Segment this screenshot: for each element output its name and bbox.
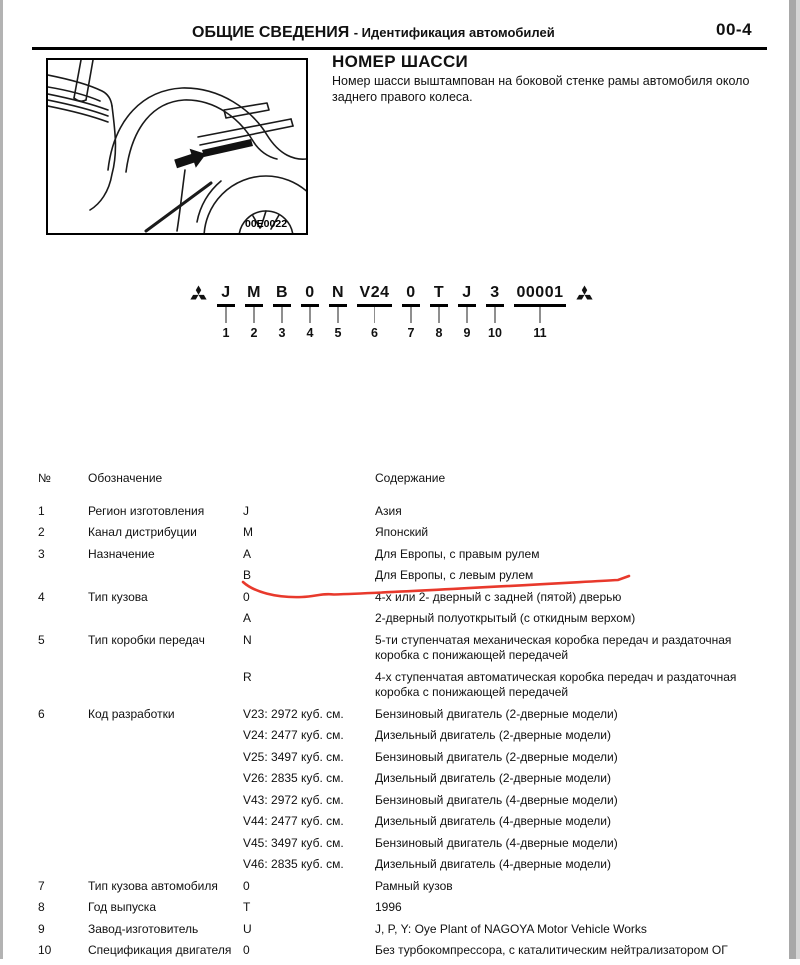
row-entries (243, 943, 773, 965)
vin-position-number: 10 (488, 325, 502, 340)
row-designation: Год выпуска (88, 900, 156, 914)
row-number: 9 (38, 921, 45, 936)
figure-caption: 00E0022 (245, 218, 288, 230)
vin-position-number: 5 (334, 325, 342, 340)
vin-character: V24 (359, 284, 390, 301)
entry-content: 4-х ступенчатая автоматическая коробка передач и раздаточная коробка с понижающей передачей (375, 669, 737, 699)
vin-segment (514, 284, 566, 340)
vin-segment (430, 284, 448, 340)
vin-character: B (275, 284, 289, 301)
section-title: НОМЕР ШАССИ (332, 52, 469, 71)
vin-position-number: 4 (306, 325, 314, 340)
vin-position-number: 11 (533, 325, 547, 340)
entry-code: 0 (243, 943, 250, 957)
vin-character: J (221, 284, 231, 301)
entry-content: Азия (375, 503, 402, 518)
entry-content: Бензиновый двигатель (2-дверные модели) (375, 706, 618, 721)
table-row (38, 922, 773, 944)
header-designation: Обозначение (88, 471, 163, 485)
entry-code: A (243, 546, 252, 561)
entry-content: J, P, Y: Oye Plant of NAGOYA Motor Vehicle Works (375, 921, 647, 936)
page-left-edge (0, 0, 3, 959)
entry-code: M (243, 525, 253, 539)
row-designation: Тип кузова автомобиля (88, 878, 218, 893)
entry-code: J (243, 503, 249, 518)
row-entries (243, 590, 773, 633)
row-entry (243, 525, 773, 541)
row-entry (243, 879, 773, 895)
row-number: 5 (38, 632, 45, 647)
row-entry (243, 836, 773, 852)
section-body-text: Номер шасси выштампован на боковой стенке рамы автомобиля около заднего правого колеса. (332, 74, 750, 104)
row-entry (243, 750, 773, 766)
row-entries (243, 900, 773, 922)
row-entry (243, 943, 773, 959)
entry-code: V46: 2835 куб. см. (243, 857, 344, 871)
chassis-location-figure (46, 58, 308, 235)
row-entry (243, 670, 773, 701)
entry-content: Для Европы, с правым рулем (375, 546, 540, 561)
header-rule (32, 47, 767, 50)
entry-code: 0 (243, 878, 250, 893)
table-row (38, 525, 773, 547)
page-number: 00-4 (716, 20, 753, 39)
vin-position-number: 7 (407, 325, 415, 340)
entry-content: 1996 (375, 900, 402, 914)
row-entries (243, 922, 773, 944)
row-entry-highlighted (243, 568, 773, 584)
row-entry (243, 504, 773, 520)
vin-segment (301, 284, 319, 340)
entry-content: Без турбокомпрессора, с каталитическим нейтрализатором ОГ (375, 943, 728, 957)
row-number: 10 (38, 943, 52, 957)
vin-tick (410, 307, 412, 323)
entry-code: V43: 2972 куб. см. (243, 792, 344, 807)
row-entry (243, 900, 773, 916)
entry-code: V45: 3497 куб. см. (243, 835, 344, 850)
row-designation: Спецификация двигателя (88, 943, 232, 957)
entry-code: 0 (243, 589, 250, 604)
vin-segment (217, 284, 235, 340)
entry-code: R (243, 669, 252, 684)
entry-code: V24: 2477 куб. см. (243, 728, 344, 742)
mitsubishi-logo-icon (576, 285, 593, 300)
vin-character: T (433, 284, 445, 301)
row-entries (243, 525, 773, 547)
entry-code: N (243, 632, 252, 647)
header-num: № (38, 471, 51, 485)
table-row (38, 590, 773, 633)
entry-content: Бензиновый двигатель (4-дверные модели) (375, 835, 618, 850)
entry-content: Дизельный двигатель (2-дверные модели) (375, 728, 611, 742)
vin-segment (245, 284, 263, 340)
entry-content: Бензиновый двигатель (4-дверные модели) (375, 792, 618, 807)
entry-content: 2-дверный полуоткрытый (с откидным верхом) (375, 611, 636, 625)
vin-character: M (247, 284, 261, 301)
vin-position-number: 6 (371, 325, 378, 340)
page-right-edge-light (796, 0, 800, 959)
vin-character: N (331, 284, 345, 301)
entry-content: 4-х или 2- дверный с задней (пятой) дверью (375, 589, 622, 604)
entry-content: Дизельный двигатель (2-дверные модели) (375, 771, 611, 785)
row-number: 8 (38, 900, 45, 914)
vin-segment (458, 284, 476, 340)
entry-content: Японский (375, 525, 429, 539)
row-entry (243, 633, 773, 664)
row-number: 4 (38, 589, 45, 604)
vin-character: 0 (406, 284, 416, 301)
stamp-location-bar (202, 139, 253, 157)
row-entry (243, 793, 773, 809)
vin-position-number: 2 (250, 325, 258, 340)
row-designation: Тип коробки передач (88, 632, 205, 647)
entry-content: Бензиновый двигатель (2-дверные модели) (375, 749, 618, 764)
vin-tick (438, 307, 440, 323)
vin-tick (539, 307, 541, 323)
vin-character: J (462, 284, 472, 301)
entry-content: Для Европы, с левым рулем (375, 568, 534, 582)
chassis-number-diagram (190, 284, 593, 340)
row-entry (243, 857, 773, 873)
vin-tick (225, 307, 227, 323)
table-row (38, 504, 773, 526)
table-row (38, 879, 773, 901)
row-designation: Назначение (88, 546, 155, 561)
row-entry (243, 547, 773, 563)
vin-tick (466, 307, 468, 323)
table-row (38, 547, 773, 590)
row-number: 3 (38, 546, 45, 561)
vin-segment (329, 284, 347, 340)
vin-segment (273, 284, 291, 340)
vin-character: 3 (490, 284, 500, 301)
mitsubishi-logo-icon (190, 285, 207, 300)
row-designation: Код разработки (88, 706, 175, 721)
vin-position-number: 3 (278, 325, 286, 340)
header-content: Содержание (375, 471, 446, 485)
row-entries (243, 504, 773, 526)
entry-code: A (243, 611, 252, 625)
entry-content: 5-ти ступенчатая механическая коробка передач и раздаточная коробка с понижающей передачей (375, 632, 732, 662)
vehicle-line-drawing (48, 60, 306, 233)
table-row (38, 900, 773, 922)
row-entry (243, 771, 773, 787)
vin-segment (486, 284, 504, 340)
vin-segment (402, 284, 420, 340)
vin-tick (253, 307, 255, 323)
header-section-title: ОБЩИЕ СВЕДЕНИЯ (192, 24, 350, 41)
row-entry (243, 590, 773, 606)
row-number: 6 (38, 706, 45, 721)
page-right-edge (789, 0, 796, 959)
vin-position-number: 8 (435, 325, 443, 340)
entry-code: V23: 2972 куб. см. (243, 706, 344, 721)
table-row (38, 633, 773, 707)
vin-tick (374, 307, 376, 323)
row-entry (243, 611, 773, 627)
row-number: 1 (38, 503, 45, 518)
vin-tick (337, 307, 339, 323)
entry-code: T (243, 900, 251, 914)
row-entry (243, 707, 773, 723)
entry-content: Рамный кузов (375, 878, 453, 893)
entry-content: Дизельный двигатель (4-дверные модели) (375, 814, 611, 828)
row-entries (243, 547, 773, 590)
vin-tick (309, 307, 311, 323)
table-row (38, 943, 773, 965)
entry-code: B (243, 568, 252, 582)
row-entries (243, 633, 773, 707)
entry-code: V44: 2477 куб. см. (243, 814, 344, 828)
vin-code-table (38, 471, 773, 965)
vin-segment (357, 284, 392, 340)
page-header (192, 24, 555, 42)
row-entry (243, 814, 773, 830)
row-entries (243, 707, 773, 879)
row-designation: Канал дистрибуции (88, 525, 197, 539)
entry-content: Дизельный двигатель (4-дверные модели) (375, 857, 611, 871)
row-entry (243, 728, 773, 744)
table-row (38, 707, 773, 879)
row-number: 2 (38, 525, 45, 539)
entry-code: U (243, 921, 252, 936)
vin-tick (494, 307, 496, 323)
vin-character: 00001 (516, 284, 564, 301)
row-designation: Завод-изготовитель (88, 921, 199, 936)
row-designation: Тип кузова (88, 589, 148, 604)
vin-position-number: 9 (463, 325, 471, 340)
row-number: 7 (38, 878, 45, 893)
entry-code: V25: 3497 куб. см. (243, 749, 344, 764)
vin-position-number: 1 (222, 325, 230, 340)
pointer-arrow-icon (174, 149, 206, 168)
vin-character: 0 (305, 284, 315, 301)
row-entries (243, 879, 773, 901)
row-entry (243, 922, 773, 938)
table-header-row (38, 471, 773, 493)
row-designation: Регион изготовления (88, 503, 205, 518)
header-subsection-title: - Идентификация автомобилей (353, 25, 555, 40)
entry-code: V26: 2835 куб. см. (243, 771, 344, 785)
vin-tick (281, 307, 283, 323)
